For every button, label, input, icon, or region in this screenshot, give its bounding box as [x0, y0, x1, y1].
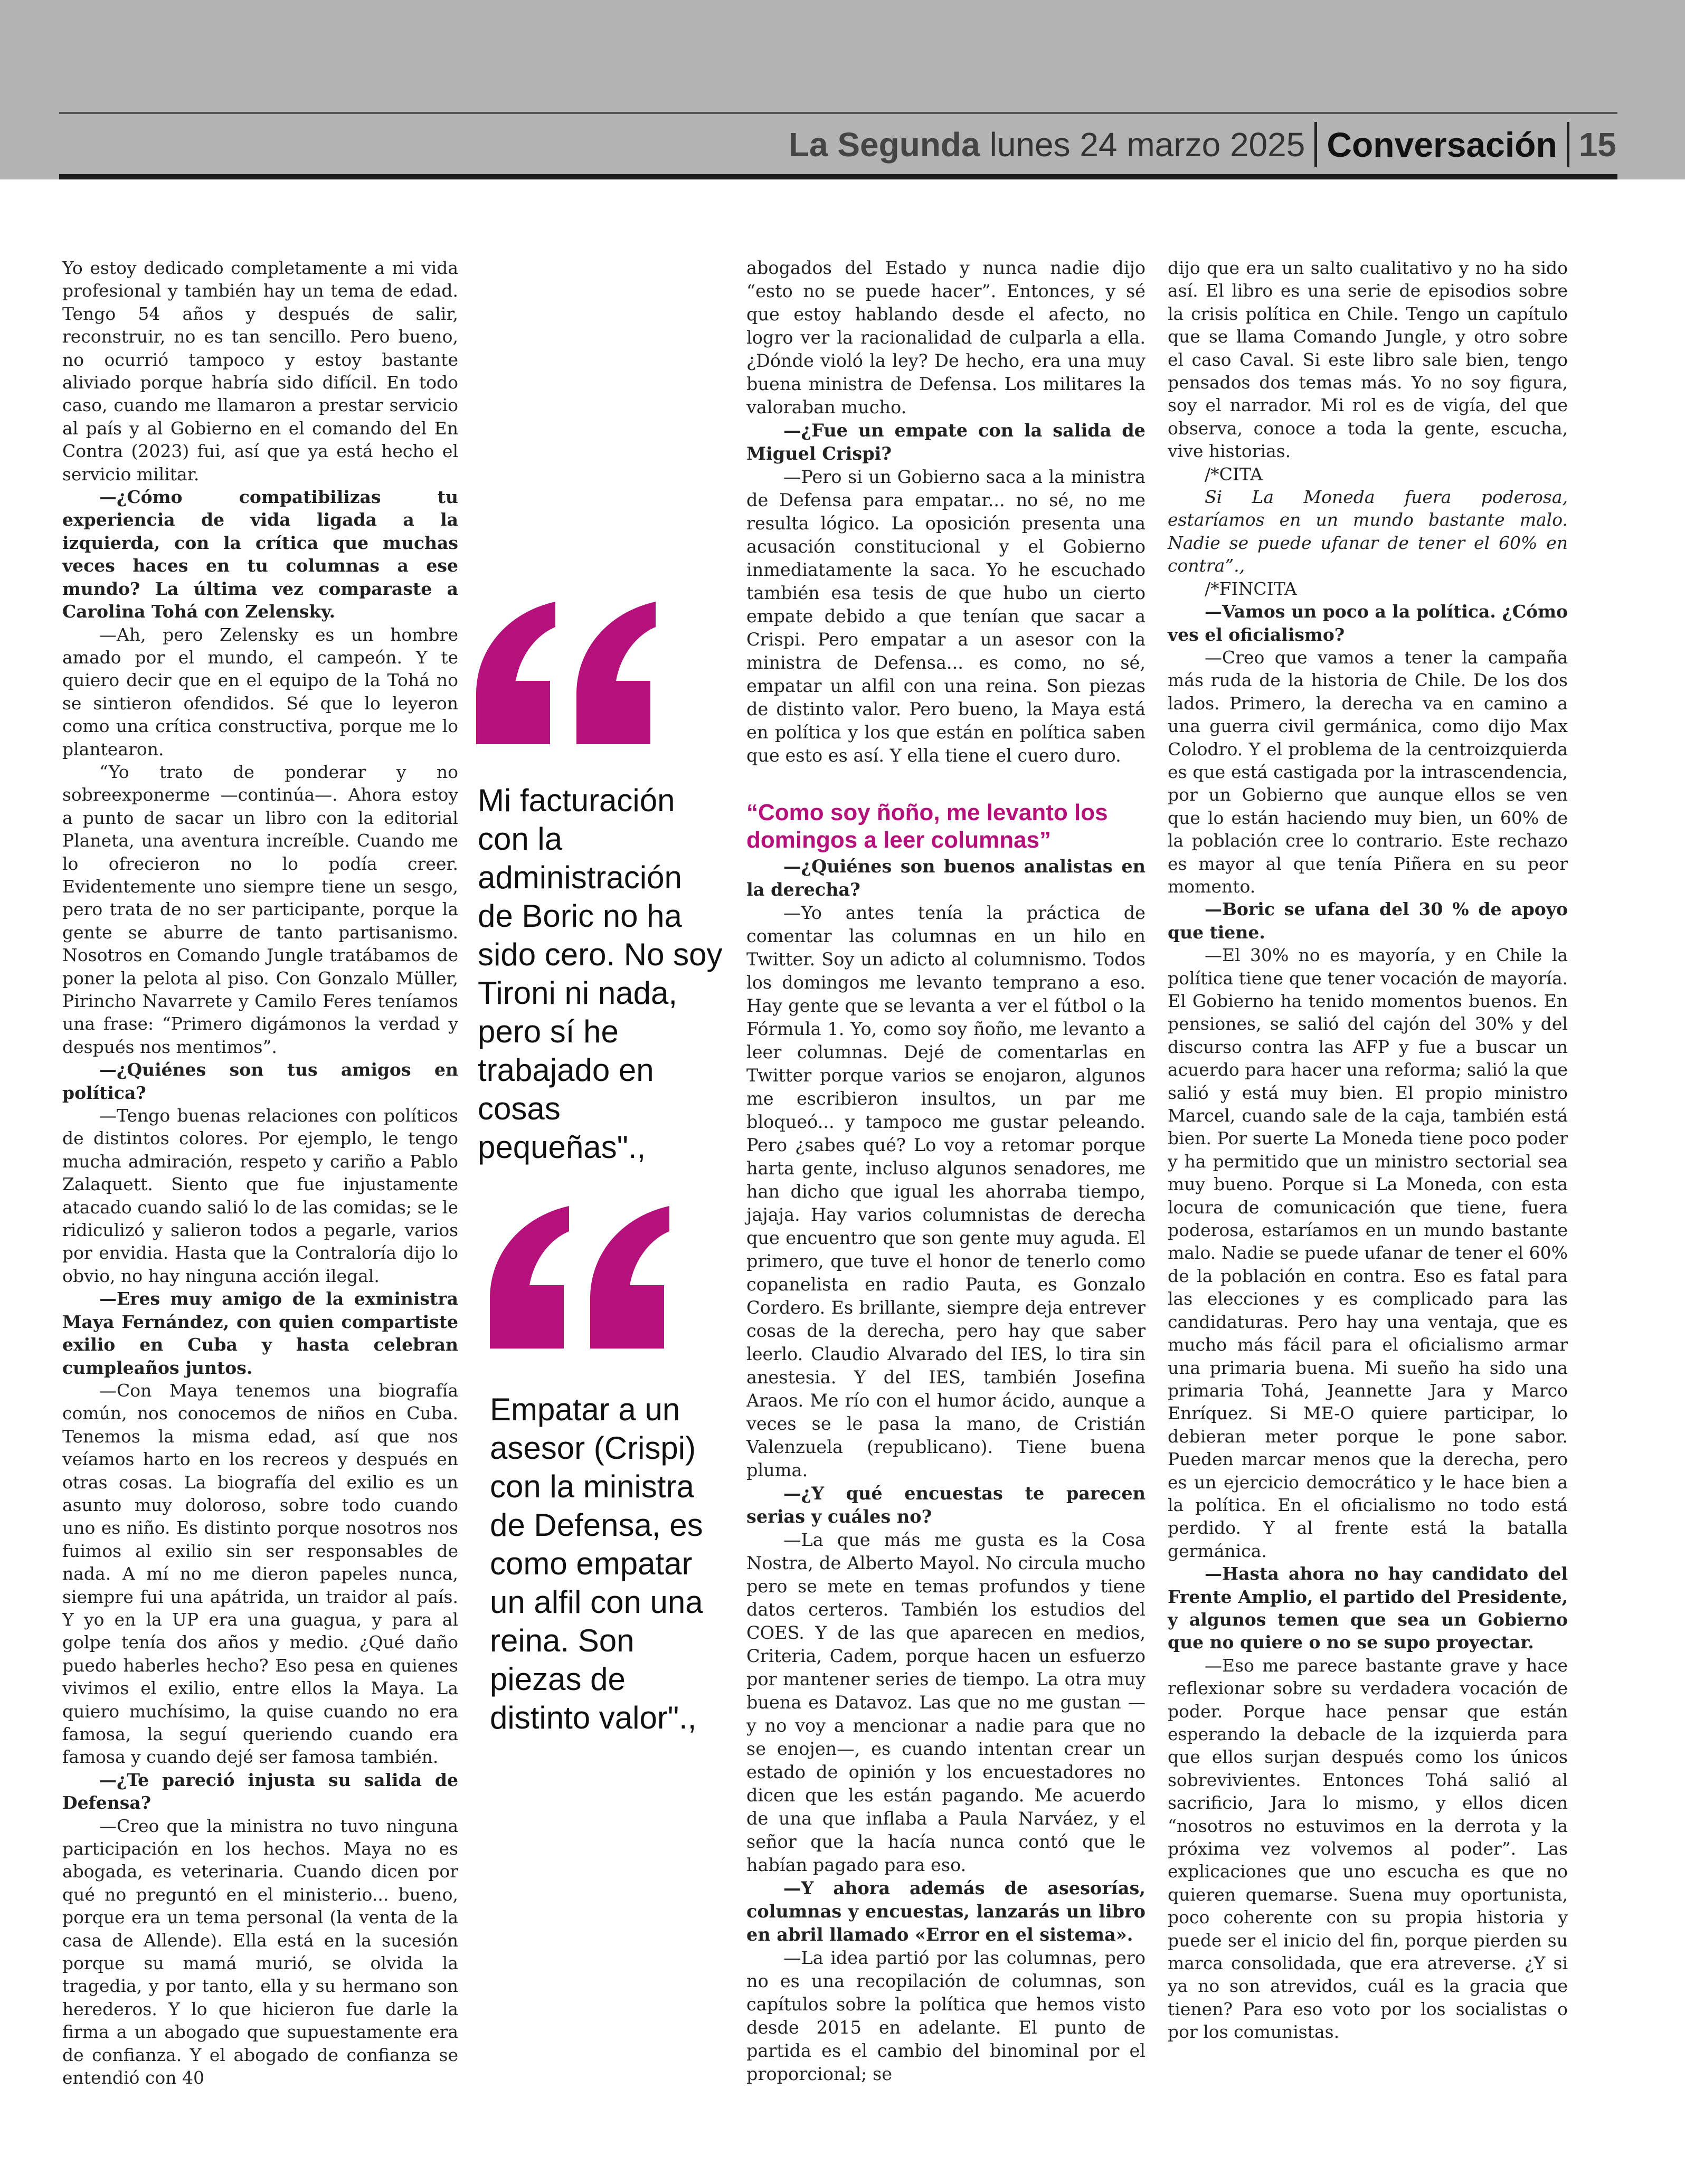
article-paragraph: —La idea partió por las columnas, pero no es una recopilación de columnas, son capítulos sobre la política que hemos visto desde 2015 en adelante. El punto de partida es el cambio del binominal por el proporcional; se: [746, 1948, 1146, 2084]
interview-question: —¿Fue un empate con la salida de Miguel Crispi?: [746, 420, 1146, 464]
interview-question: —Hasta ahora no hay candidato del Frente Amplio, el partido del Presidente, y algunos temen que sea un Gobierno que no quiere o no se supo proyectar.: [1168, 1563, 1568, 1653]
interview-question: —Y ahora además de asesorías, columnas y encuestas, lanzarás un libro en abril llamado «Error en el sistema».: [746, 1878, 1146, 1945]
article-paragraph: —Ah, pero Zelensky es un hombre amado por el mundo, el campeón. Y te quiero decir que en el equipo de la Tohá no se sintieron ofendidos. Sé que lo leyeron como una crítica constructiva, porque me lo plantearon.: [62, 624, 458, 759]
article-paragraph: —Yo antes tenía la práctica de comentar las columnas en un hilo en Twitter. Soy un adicto al columnismo. Todos los domingos me levanto temprano a eso. Hay gente que se levanta a ver el fútbol o la Fórmula 1. Yo, como soy ñoño, me levanto a leer columnas. Dejé de comentarlas en Twitter porque varios se enojaron, algunos me escribieron insultos, un par me bloqueó... y tampoco me gustar peleando. Pero ¿sabes qué? Lo voy a retomar porque harta gente, incluso algunos senadores, me han dicho que igual les ahorraba tiempo, jajaja. Hay varios columnistas de derecha que encuentro que son gente muy aguda. El primero, que tuve el honor de tenerlo como copanelista en radio Pauta, es Gonzalo Cordero. Es brillante, siempre deja entrever cosas de la derecha, pero hay que saber leerlo. Claudio Alvarado del IES, lo tira sin anestesia. Y del IES, también Josefina Araos. Me río con el humor ácido, aunque a veces se le pasa la mano, de Cristián Valenzuela (republicano). Tiene buena pluma.: [746, 903, 1146, 1480]
interview-question: —¿Te pareció injusta su salida de Defensa?: [62, 1769, 458, 1813]
article-paragraph: —El 30% no es mayoría, y en Chile la política tiene que tener vocación de mayoría. El Gobierno ha tenido momentos buenos. En pensiones, se salió del cajón del 30% y del discurso contra las AFP y fue a buscar un acuerdo para hacer una reforma; salió la que salió y está muy bien. El propio ministro Marcel, cuando sale de la caja, también está bien. Por suerte La Moneda tiene poco poder y ha permitido que un ministro sectorial sea muy bueno. Porque si La Moneda, con esta locura de comunicación que tiene, fuera poderosa, estaríamos en un mundo bastante malo. Nadie se puede ufanar de tener el 60% de la población en contra. Eso es fatal para las elecciones y es complicado para las candidaturas. Pero hay una ventaja, que es mucho más fácil para el oficialismo armar una primaria buena. Mi sueño ha sido una primaria Tohá, Jeannette Jara y Marco Enríquez. Si ME-O quiere participar, lo debieran meter porque le pone sabor. Pueden marcar menos que la derecha, pero es un ejercicio democrático y le hace bien a la política. En el oficialismo no todo está perdido. Y al frente está la batalla germánica.: [1168, 945, 1568, 1561]
article-paragraph: Yo estoy dedicado completamente a mi vida profesional y también hay un tema de edad. Tengo 54 años y después de salir, reconstruir, no es tan sencillo. Pero bueno, no ocurrió tampoco y estoy bastante aliviado porque habría sido difícil. En todo caso, cuando me llamaron a prestar servicio al país y al Gobierno en el comando del En Contra (2023) fui, así que ya está hecho el servicio militar.: [62, 258, 458, 485]
interview-question: —Boric se ufana del 30 % de apoyo que tiene.: [1168, 899, 1568, 943]
article-paragraph: /*CITA: [1205, 463, 1263, 485]
article-paragraph: —Pero si un Gobierno saca a la ministra de Defensa para empatar... no sé, no me resulta lógico. La oposición presenta una acusación constitucional y el Gobierno inmediatamente la saca. Yo he escuchado también esa tesis de que hubo un cierto empate debido a que tenían que sacar a Crispi. Pero empatar a un asesor con la ministra de Defensa... es como, no sé, empatar un alfil con una reina. Son piezas de distinto valor. Pero bueno, la Maya está en política y los que están en política saben que esto es así. Y ella tiene el cuero duro.: [746, 467, 1146, 766]
pullquote-2: Empatar a un asesor (Crispi) con la ministra de Defensa, es como empatar un alfil con una reina. Son piezas de distinto valor".,: [490, 1392, 703, 1735]
article-paragraph: —Tengo buenas relaciones con políticos de distintos colores. Por ejemplo, le tengo mucha admiración, respeto y cariño a Pablo Zalaquett. Siento que fue injustamente atacado cuando salió lo de las comidas; se le ridiculizó y salieron todos a pegarle, varios por envidia. Hasta que la Contraloría dijo lo obvio, no hay ninguna acción ilegal.: [62, 1105, 458, 1286]
article-paragraph: abogados del Estado y nunca nadie dijo “esto no se puede hacer”. Entonces, y sé que estoy hablando desde el afecto, no logro ver la racionalidad de culparla a ella. ¿Dónde violó la ley? De hecho, era una muy buena ministra de Defensa. Los militares la valoraban mucho.: [746, 258, 1146, 417]
article-paragraph: —Con Maya tenemos una biografía común, nos conocemos de niños en Cuba. Tenemos la misma edad, así que nos veíamos harto en los recreos y después en otras cosas. La biografía del exilio es un asunto muy doloroso, sobre todo cuando uno es niño. Es distinto porque nosotros nos fuimos al exilio sin ser responsables de nada. A mí no me dieron papeles nunca, siempre fui una apátrida, un traidor al país. Y yo en la UP era una guagua, y para al golpe tenía dos años y medio. ¿Qué daño puedo haberles hecho? Eso pesa en quienes vivimos el exilio, entre ellos la Maya. La quiero muchísimo, la quise cuando no era famosa, la seguí queriendo cuando era famosa y cuando dejé ser famosa también.: [62, 1380, 458, 1768]
article-paragraph: Si La Moneda fuera poderosa, estaríamos en un mundo bastante malo. Nadie se puede ufanar de tener el 60% en contra”.,: [1168, 487, 1568, 576]
article-paragraph: —Creo que la ministra no tuvo ninguna participación en los hechos. Maya no es abogada, es veterinaria. Cuando dicen por qué no preguntó en el ministerio... bueno, porque era un tema personal (la venta de la casa de Allende). Ella está en la sucesión porque su mamá murió, se olvida la tragedia, y por tanto, ella y su hermano son herederos. Y lo que hicieron fue darle la firma a un abogado que supuestamente era de confianza. Y el abogado de confianza se entendió con 40: [62, 1815, 458, 2088]
section-name: Conversación: [1327, 125, 1557, 164]
article-paragraph: /*FINCITA: [1205, 578, 1297, 599]
masthead-divider: [1567, 122, 1569, 167]
interview-question: —Vamos un poco a la política. ¿Cómo ves el oficialismo?: [1168, 601, 1568, 645]
interview-question: —Eres muy amigo de la exministra Maya Fernández, con quien compartiste exilio en Cuba y hasta celebran cumpleaños juntos.: [62, 1288, 458, 1378]
quote-mark-icon: [490, 1206, 680, 1349]
issue-date: lunes 24 marzo 2025: [989, 126, 1305, 164]
interview-question: —¿Quiénes son tus amigos en política?: [62, 1059, 458, 1103]
interview-question: —¿Y qué encuestas te parecen serias y cuáles no?: [746, 1483, 1146, 1527]
article-paragraph: —Creo que vamos a tener la campaña más ruda de la historia de Chile. De los dos lados. Primero, la derecha va en camino a una guerra civil germánica, como dijo Max Colodro. Y el problema de la centroizquierda es que está castigada por la intrascendencia, por un Gobierno que aunque ellos se ven que lo están haciendo muy bien, un 60% de la población cree lo contrario. Este rechazo es mayor al que tenía Piñera en su peor momento.: [1168, 647, 1568, 897]
newspaper-brand: La Segunda: [788, 126, 980, 164]
page-number: 15: [1578, 126, 1616, 164]
quote-mark-icon: [476, 602, 666, 744]
masthead: [789, 117, 1616, 172]
article-paragraph: —La que más me gusta es la Cosa Nostra, de Alberto Mayol. No circula mucho pero se mete en temas profundos y tiene datos certeros. También los estudios del COES. Y de las que aparecen en medios, Criteria, Cadem, porque hacen un esfuerzo por mantener series de tiempo. La otra muy buena es Datavoz. Las que no me gustan —y no voy a mencionar a nadie para que no se enojen—, es cuando intentan crear un estado de opinión y los encuestadores no dicen que les están pagando. Me acuerdo de una que inflaba a Paula Narváez, y el señor que la hacía nunca contó que le habían pagado para eso.: [746, 1530, 1146, 1875]
article-paragraph: —Eso me parece bastante grave y hace reflexionar sobre su verdadera vocación de poder. Porque hace pensar que están esperando la debacle de la izquierda para que ellos surjan después como los únicos sobrevivientes. Entonces Tohá salió al sacrificio, Jara lo mismo, y ellos dicen “nosotros no estuvimos en la derrota y la próxima vez volvemos al poder”. Las explicaciones que uno escucha es que no quieren quemarse. Suena muy oportunista, poco coherente con su propia historia y puede ser el inicio del fin, porque pierden su marca consolidada, que era atreverse. ¿Y si ya no son atrevidos, cuál es la gracia que tienen? Para eso voto por los socialistas o por los comunistas.: [1168, 1655, 1568, 2043]
article-paragraph: “Yo trato de ponderar y no sobreexponerme —continúa—. Ahora estoy a punto de sacar un libro con la editorial Planeta, una aventura increíble. Cuando me lo ofrecieron no lo podía creer. Evidentemente uno siempre tiene un sesgo, pero trata de no ser participante, porque la gente se aburre de tanto partisanismo. Nosotros en Comando Jungle tratábamos de poner la pelota al piso. Con Gonzalo Müller, Pirincho Navarrete y Camilo Feres teníamos una frase: “Primero digámonos la verdad y después nos mentimos”.: [62, 761, 458, 1057]
pullquote-1: Mi facturación con la administración de Boric no ha sido cero. No soy Tironi ni nada, pero sí he trabajado en cosas pequeñas".,: [478, 783, 723, 1165]
masthead-divider: [1314, 122, 1317, 167]
article-column-3: [746, 257, 1146, 2086]
interview-question: —¿Cómo compatibilizas tu experiencia de vida ligada a la izquierda, con la crítica que muchas veces haces en tu columnas a ese mundo? La última vez comparaste a Carolina Tohá con Zelensky.: [62, 487, 458, 622]
article-paragraph: dijo que era un salto cualitativo y no ha sido así. El libro es una serie de episodios sobre la crisis política en Chile. Tengo un capítulo que se llama Comando Jungle, y otro sobre el caso Caval. Si este libro sale bien, tengo pensados dos temas más. Yo no soy figura, soy el narrador. Mi rol es de vigía, del que observa, conoce a toda la gente, escucha, vive historias.: [1168, 258, 1568, 462]
article-column-1: [62, 257, 458, 2090]
interview-question: —¿Quiénes son buenos analistas en la derecha?: [746, 856, 1146, 900]
section-subhead: “Como soy ñoño, me levanto los domingos a leer columnas”: [746, 800, 1108, 853]
header-rule-bottom: [59, 174, 1617, 179]
header-rule-top: [59, 112, 1617, 114]
article-column-4: [1168, 257, 1568, 2044]
